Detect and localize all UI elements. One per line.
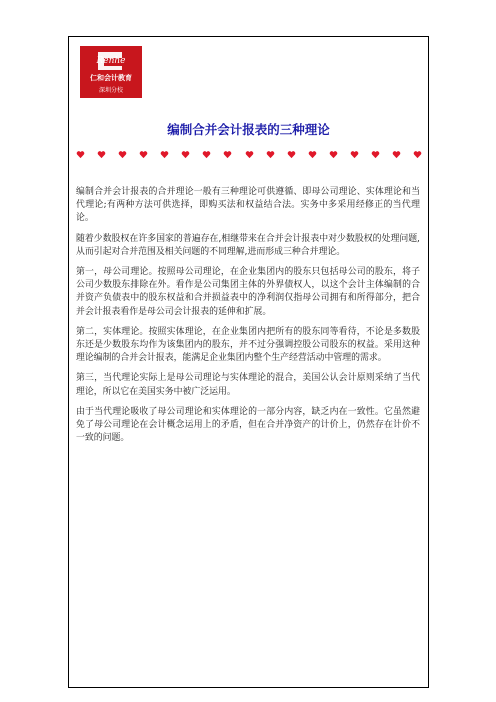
heart-icon xyxy=(181,150,190,159)
logo-brand-cn: 仁和会计教育 xyxy=(90,74,132,82)
heart-icon xyxy=(223,150,232,159)
heart-icon xyxy=(350,150,359,159)
renhe-logo xyxy=(80,46,142,98)
heart-icon xyxy=(371,150,380,159)
document-title: 编制合并会计报表的三种理论 xyxy=(167,122,330,137)
heart-icon xyxy=(202,150,211,159)
heart-icon xyxy=(308,150,317,159)
heart-divider xyxy=(76,150,422,159)
body-paragraph: 随着少数股权在许多国家的普遍存在,相继带来在合并会计报表中对少数股权的处理问题,从而引起对合并范围及相关问题的不同理解,进而形成三种合并理论。 xyxy=(76,233,420,257)
body-paragraph: 由于当代理论吸收了母公司理论和实体理论的一部分内容，缺乏内在一致性。它虽然避免了母公司理论在会计概念运用上的矛盾，但在合并净资产的计价上，仍然存在计价不一致的问题。 xyxy=(76,406,420,444)
heart-icon xyxy=(97,150,106,159)
logo-branch: 深圳分校 xyxy=(98,87,123,94)
body-paragraph: 编制合并会计报表的合并理论一般有三种理论可供遵循、即母公司理论、实体理论和当代理论;有两种方法可供选择，即购买法和权益结合法。实务中多采用经修正的当代理论。 xyxy=(76,187,420,224)
body-paragraph: 第一，母公司理论。按照母公司理论，在企业集团内的股东只包括母公司的股东，将子公司少数股东排除在外。看作是公司集团主体的外界债权人，以这个会计主体编制的合并资产负债表中的股东权益和合并损益表中的净利润仅指母公司拥有和所得部分，把合并会计报表看作是母公司会计报表的延伸和扩展。 xyxy=(76,267,420,317)
heart-icon xyxy=(76,150,85,159)
body-paragraph: 第三，当代理论实际上是母公司理论与实体理论的混合，美国公认会计原则采纳了当代理论，所以它在美国实务中被广泛运用。 xyxy=(76,373,420,397)
heart-icon xyxy=(160,150,169,159)
heart-icon xyxy=(266,150,275,159)
heart-icon xyxy=(413,150,422,159)
heart-icon xyxy=(245,150,254,159)
heart-icon xyxy=(329,150,338,159)
heart-icon xyxy=(287,150,296,159)
document-body xyxy=(76,186,420,452)
heart-icon xyxy=(139,150,148,159)
heart-icon xyxy=(118,150,127,159)
body-paragraph: 第二，实体理论。按照实体理论，在企业集团内把所有的股东同等看待，不论是多数股东还是少数股东均作为该集团内的股东，并不过分强调控股公司股东的权益。采用这种理论编制的合并会计报表，能满足企业集团内整个生产经营活动中管理的需求。 xyxy=(76,326,420,364)
heart-icon xyxy=(392,150,401,159)
logo-brand-en: Renhe xyxy=(96,56,126,66)
